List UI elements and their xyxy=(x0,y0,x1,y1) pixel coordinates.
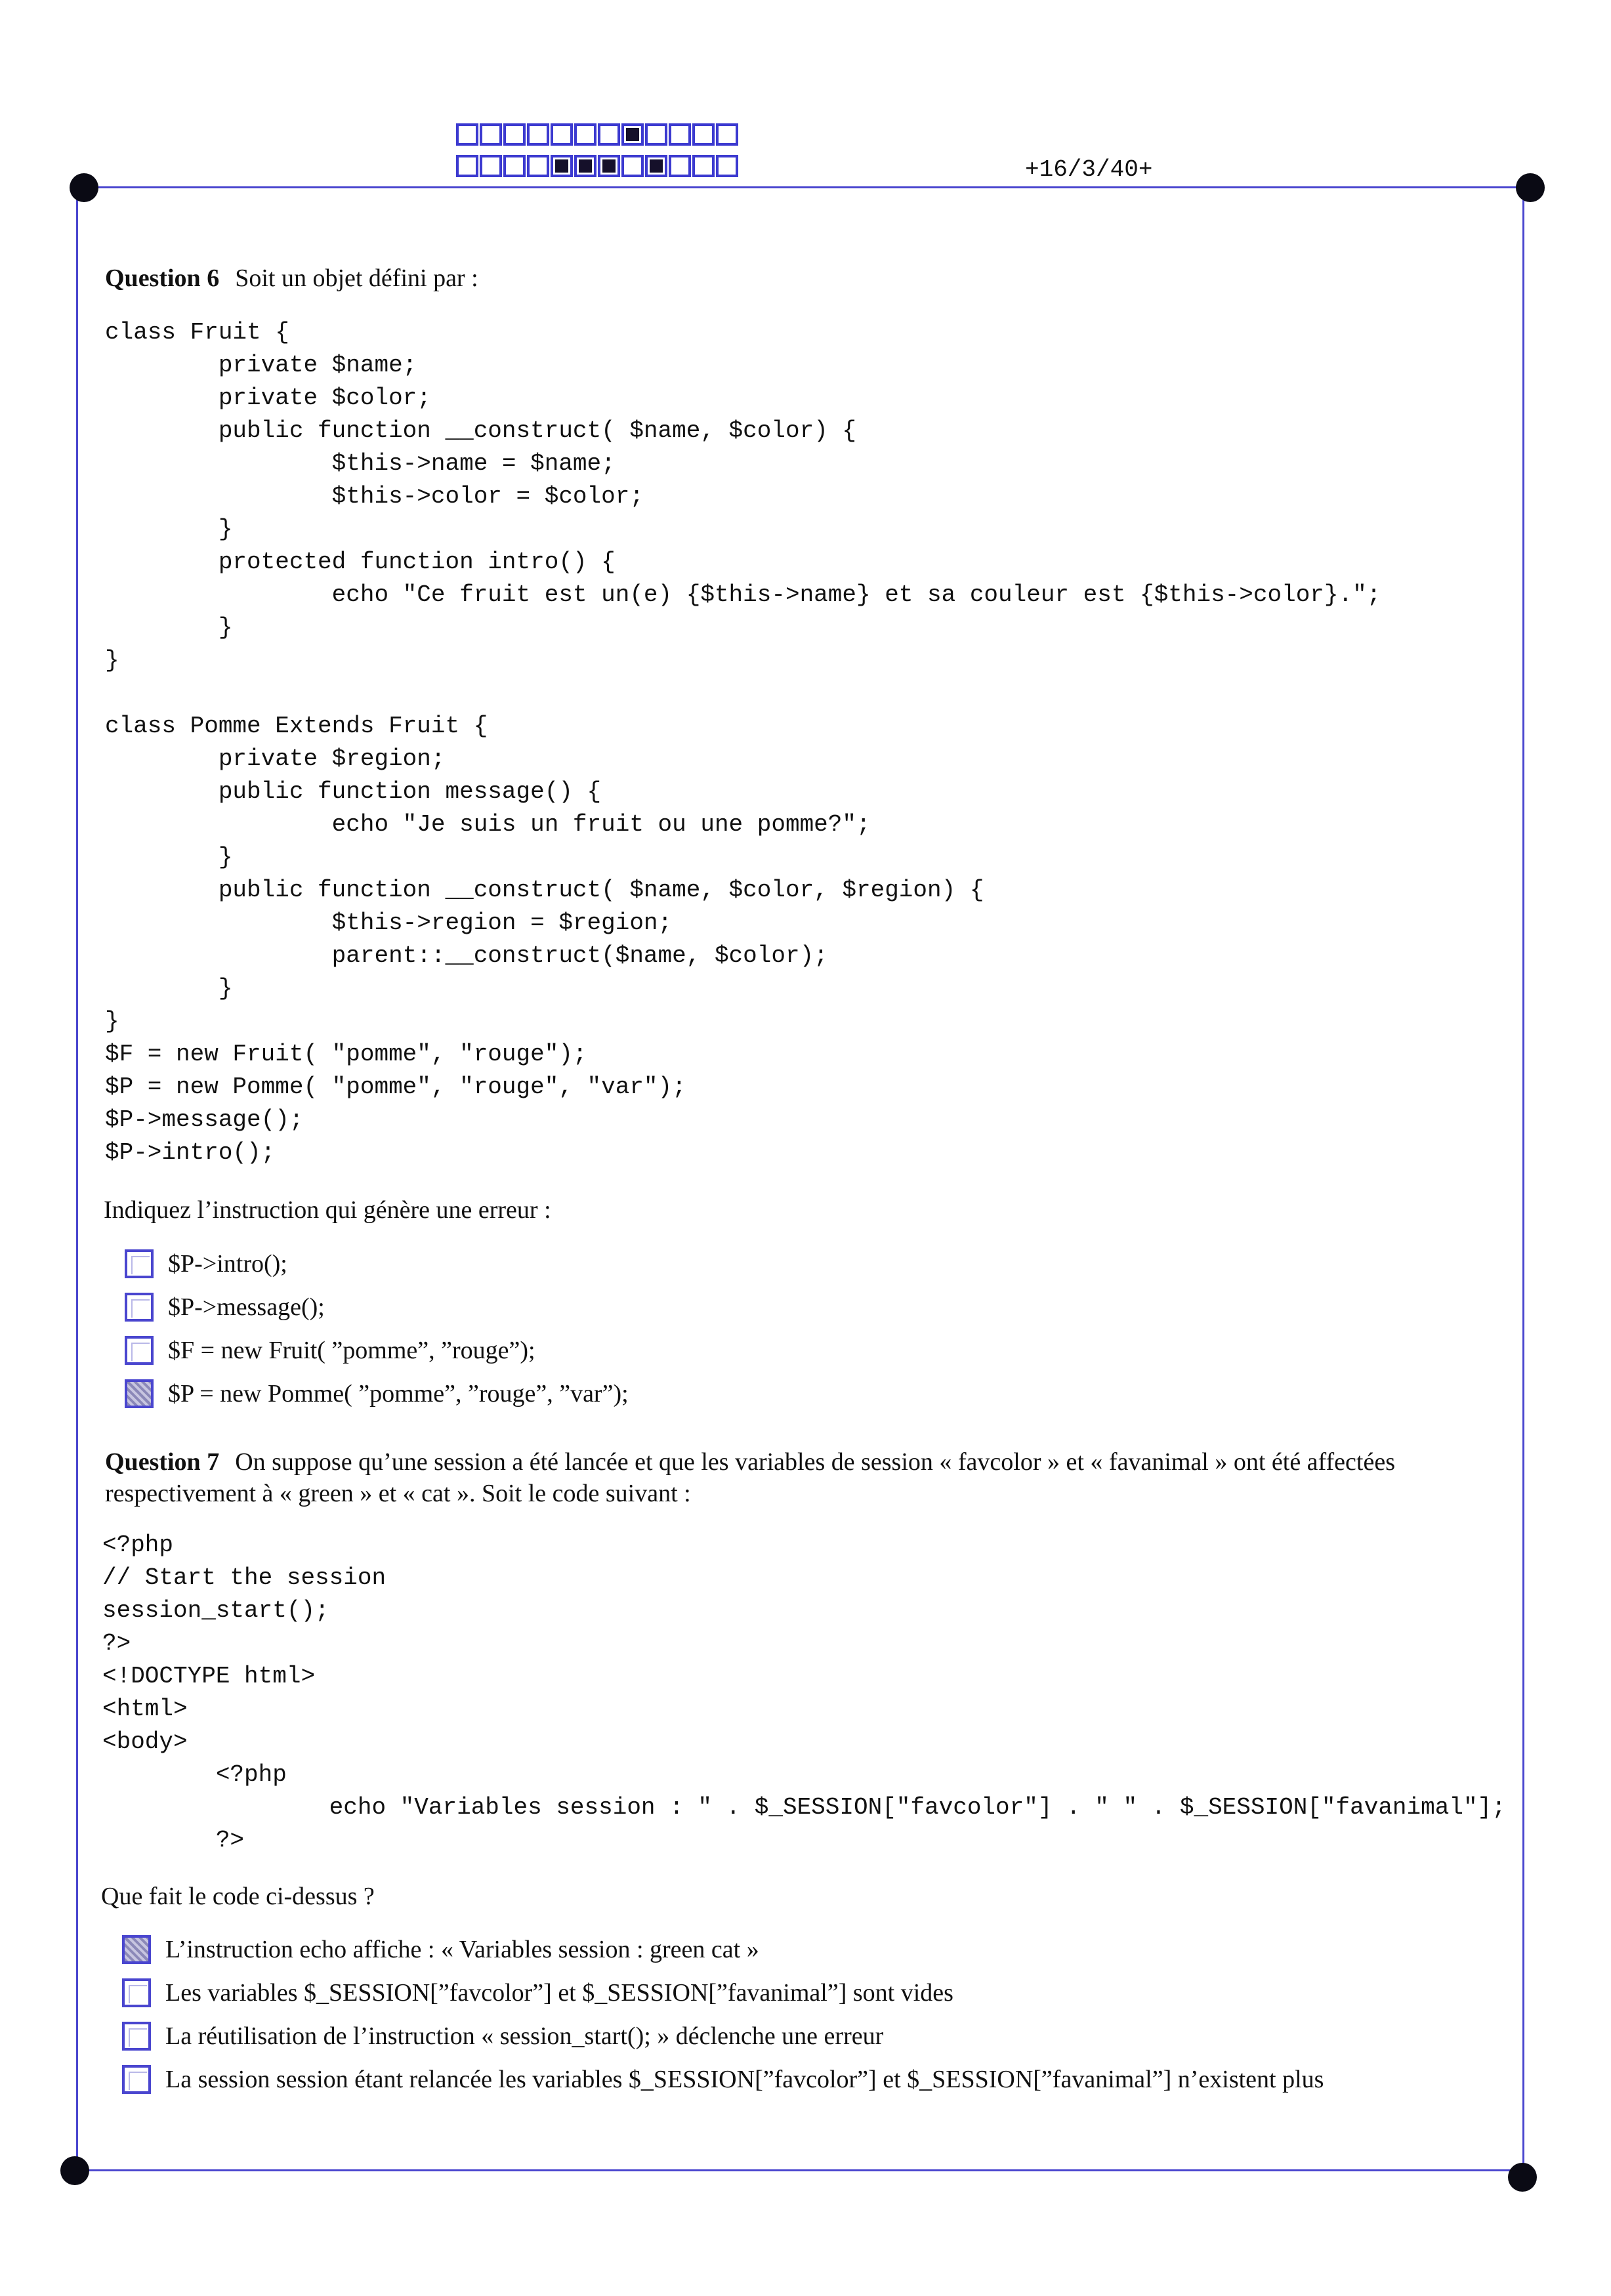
choice-text: $F = new Fruit( ”pomme”, ”rouge”); xyxy=(168,1337,535,1364)
corner-dot-top-right xyxy=(1516,173,1545,202)
marker-square-filled xyxy=(645,155,667,177)
marker-square-filled xyxy=(598,155,620,177)
question-7-prompt: Que fait le code ci-dessus ? xyxy=(101,1883,375,1910)
corner-dot-bottom-left xyxy=(60,2156,89,2185)
question-6-choices xyxy=(125,1242,629,1415)
marker-code-row-1 xyxy=(456,123,740,146)
marker-code-row-2 xyxy=(456,155,740,177)
choice-text: La réutilisation de l’instruction « session_start(); » déclenche une erreur xyxy=(165,2022,884,2050)
corner-dot-bottom-right xyxy=(1508,2163,1537,2192)
marker-square-empty xyxy=(503,123,526,146)
question-7-choice-4[interactable] xyxy=(122,2058,1324,2101)
marker-square-empty xyxy=(669,155,691,177)
checkbox[interactable] xyxy=(125,1293,154,1322)
frame-right-line xyxy=(1522,186,1524,2168)
marker-square-empty xyxy=(527,123,549,146)
marker-square-empty xyxy=(456,123,478,146)
question-6-label: Question 6 xyxy=(105,264,220,292)
marker-square-filled xyxy=(574,155,596,177)
marker-square-empty xyxy=(669,123,691,146)
marker-square-empty xyxy=(621,155,644,177)
corner-dot-top-left xyxy=(70,173,98,202)
marker-square-empty xyxy=(480,155,502,177)
marker-square-empty xyxy=(645,123,667,146)
frame-left-line xyxy=(76,186,78,2168)
checkbox-checked[interactable] xyxy=(122,1935,151,1964)
checkbox[interactable] xyxy=(122,2022,151,2051)
question-7-choice-3[interactable] xyxy=(122,2014,1324,2058)
question-6-choice-1[interactable] xyxy=(125,1242,629,1285)
question-6-choice-2[interactable] xyxy=(125,1285,629,1329)
question-7-heading xyxy=(105,1446,1509,1509)
checkbox[interactable] xyxy=(122,2065,151,2094)
choice-text: Les variables $_SESSION[”favcolor”] et $_SESSION[”favanimal”] sont vides xyxy=(165,1979,953,2007)
question-6-code: class Fruit { private $name; private $color; public function __construct( $name, $color) { $this->name = $name; $this->color = $color; } protected function intro() { echo "Ce fruit est un(e) {$this->name} et sa couleur est {$this->color}."; } } class Pomme Extends Fruit { private $region; public function message() { echo "Je suis un fruit ou une pomme?"; } public function __construct( $name, $color, $region) { $this->region = $region; parent::__construct($name, $color); } } $F = new Fruit( "pomme", "rouge"); $P = new Pomme( "pomme", "rouge", "var"); $P->message(); $P->intro(); xyxy=(105,319,1381,1166)
choice-text: L’instruction echo affiche : « Variables session : green cat » xyxy=(165,1936,759,1963)
frame-top-line xyxy=(79,186,1530,188)
choice-text: La session session étant relancée les variables $_SESSION[”favcolor”] et $_SESSION[”favanimal”] n’existent plus xyxy=(165,2066,1324,2093)
question-6-text: Soit un objet défini par : xyxy=(235,264,478,292)
checkbox[interactable] xyxy=(125,1249,154,1278)
question-6-choice-3[interactable] xyxy=(125,1329,629,1372)
marker-square-empty xyxy=(716,155,738,177)
checkbox[interactable] xyxy=(125,1336,154,1365)
choice-text: $P = new Pomme( ”pomme”, ”rouge”, ”var”); xyxy=(168,1380,629,1408)
choice-text: $P->message(); xyxy=(168,1293,325,1321)
question-7-code: <?php // Start the session session_start(); ?> <!DOCTYPE html> <html> <body> <?php echo "Variables session : " . $_SESSION["favcolor"] . " " . $_SESSION["favanimal"]; ?> xyxy=(102,1532,1506,1854)
marker-square-empty xyxy=(692,155,715,177)
checkbox[interactable] xyxy=(122,1978,151,2007)
marker-square-filled xyxy=(621,123,644,146)
marker-square-empty xyxy=(716,123,738,146)
question-7-label: Question 7 xyxy=(105,1448,220,1476)
marker-square-filled xyxy=(551,155,573,177)
page-id: +16/3/40+ xyxy=(1025,156,1153,183)
question-7-choice-1[interactable] xyxy=(122,1928,1324,1971)
marker-square-empty xyxy=(574,123,596,146)
marker-square-empty xyxy=(551,123,573,146)
marker-square-empty xyxy=(503,155,526,177)
marker-square-empty xyxy=(527,155,549,177)
question-7-choice-2[interactable] xyxy=(122,1971,1324,2014)
question-7-text: On suppose qu’une session a été lancée et que les variables de session « favcolor » et « favanimal » ont été affectées respectivement à « green » et « cat ». Soit le code suivant : xyxy=(105,1448,1395,1507)
choice-text: $P->intro(); xyxy=(168,1250,287,1278)
question-7-choices xyxy=(122,1928,1324,2101)
marker-square-empty xyxy=(456,155,478,177)
question-6-choice-4[interactable] xyxy=(125,1372,629,1415)
marker-square-empty xyxy=(480,123,502,146)
checkbox-checked[interactable] xyxy=(125,1379,154,1408)
question-6-heading xyxy=(105,262,478,294)
frame-bottom-line xyxy=(79,2169,1522,2171)
question-6-prompt: Indiquez l’instruction qui génère une erreur : xyxy=(104,1196,551,1224)
marker-square-empty xyxy=(598,123,620,146)
marker-square-empty xyxy=(692,123,715,146)
